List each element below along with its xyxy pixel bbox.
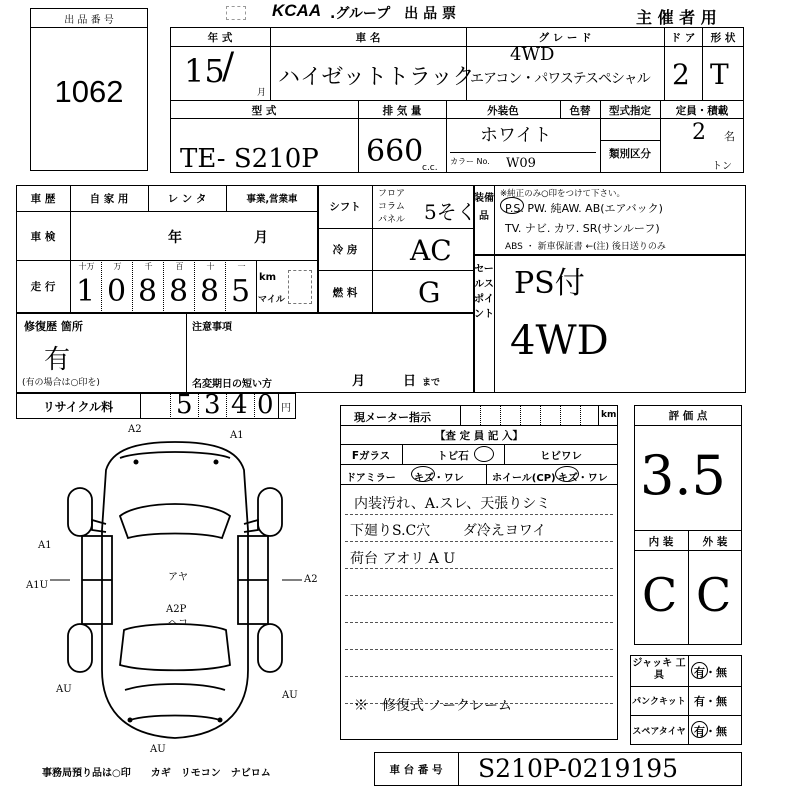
host-label: 主 催 者 用 [636,8,717,27]
jack-label: ジャッキ 工 具 [632,658,686,681]
damage-mark: AU [56,684,72,695]
mileage-digit: 0 [107,274,127,309]
mileage-digit: 8 [169,274,189,309]
capacity-unit: 名 [724,130,735,143]
inspector-header: 【査 定 員 記 入】 [434,430,524,442]
shift-column: コラム [378,202,405,212]
car-diagram [20,420,320,760]
spare-tire-label: スペアタイヤ [632,727,686,737]
model-label: 型 式 [251,105,277,117]
interior-score: C [642,568,678,622]
mileage-digit: 5 [231,274,251,309]
shift-value: 5そく [424,200,477,224]
wheel-rear-right [258,624,282,672]
meter-unit: km [601,410,617,420]
damage-mark: アヤ [168,572,188,583]
repair-value: 有 [44,345,71,375]
damage-mark: A1 [38,540,52,551]
private-use-label: 自 家 用 [89,193,129,205]
exterior-color-label: 外装色 [487,105,519,117]
exterior-score: C [696,568,732,622]
year-label: 年 式 [207,32,233,44]
shape-value: T [710,58,729,91]
displacement-unit: c.c. [422,163,438,173]
mileage-digit: 8 [138,274,158,309]
shift-panel: パネル [378,215,406,225]
expiry-month: 月 [352,374,366,389]
displacement-label: 排 気 量 [382,105,422,117]
fuel-value: G [418,276,441,309]
windshield [120,504,230,538]
puncture-kit-value: 有・無 [694,695,727,708]
exterior-color-value: ホワイト [480,125,552,146]
chassis-label: 車 台 番 号 [389,764,443,776]
expiry-label: 名変期日の短い方 [192,379,272,390]
wheel-front-right [258,488,282,536]
equipment-line-2: TV. ナビ. カワ. SR(サンルーフ) [505,222,660,235]
category-label: 類別区分 [609,148,651,160]
inspector-comment: 内装汚れ、A.スレ、天張りシミ [354,496,551,512]
chip-circle [474,446,494,462]
spare-tire-value: 有・無 [694,725,727,738]
exterior-label: 外 装 [702,536,728,548]
inspector-comment: 荷台 アオリ A U [350,551,456,567]
grade-value-top: 4WD [510,44,555,65]
recycle-unit: 円 [281,403,291,414]
digit-label: 千 [144,262,153,271]
year-month-unit: 月 [257,88,267,98]
equipment-line-1: P.S. PW. 純AW. AB(エアバック) [505,202,663,215]
mirror-label: ドアミラー [346,473,396,484]
equipment-line-3: ABS ・ 新車保証書 ←(注) 後日送りのみ [505,242,666,252]
puncture-kit-label: パンクキット [632,697,686,707]
digit-label: 一 [237,262,246,271]
displacement-value: 660 [366,134,424,169]
grade-value: エアコン・パワステスペシャル [470,71,650,87]
inspection-year: 年 [168,230,182,246]
damage-mark: AU [282,690,298,701]
mileage-digit: 1 [76,274,96,309]
selling-point-1: PS付 [514,266,585,301]
inspector-comment: 下廻りS.C穴 ダ冷えヨワイ [350,523,547,539]
digit-label: 十万 [78,262,95,271]
recycle-digit: 0 [257,390,274,420]
car-body-outline [102,442,248,738]
ps-circle [500,197,524,214]
expiry-day: 日 [403,374,417,389]
damage-mark: ヘコ [168,618,188,629]
damage-mark: A2P [166,604,187,615]
rental-label: レ ン タ [167,193,207,205]
selling-point-2: 4WD [510,318,609,364]
wheel-options: キズ・ワレ [558,473,608,484]
interior-label: 内 装 [648,536,674,548]
car-name-value: ハイゼットトラック [278,65,475,90]
capacity-label: 定員・積載 [675,105,729,117]
color-no-value: W09 [506,156,536,171]
shift-label: シフト [329,201,361,213]
score-value: 3.5 [640,444,726,507]
history-label: 車 歴 [30,193,56,205]
wheel-front-left [68,488,92,536]
inspection-label: 車 検 [30,231,56,243]
ac-label: 冷 房 [332,244,358,256]
grade-label: グ レ ー ド [538,32,592,44]
repair-note: (有の場合は○印を) [22,378,100,388]
wheel-label: ホイール(CP) [492,473,556,484]
digit-label: 万 [113,262,122,271]
meter-label: 現メーター指示 [354,411,431,424]
jack-value: 有・無 [694,666,727,679]
mileage-label: 走 行 [30,281,56,293]
mileage-digit: 8 [200,274,220,309]
recycle-digit: 3 [204,390,221,420]
color-no-label: カラー No. [450,157,490,166]
wheel-rear-left [68,624,92,672]
form-title: .グループ 出 品 票 [330,6,456,22]
brand-logo: KCAA [272,1,322,20]
recycle-digit: 5 [176,390,193,420]
damage-mark: A1 [230,430,244,441]
lot-number-value: 1062 [54,74,124,109]
inspection-month: 月 [254,230,268,246]
digit-label: 百 [175,262,184,271]
doors-label: ド ア [670,32,696,44]
mirror-options: キズ・ワレ [414,473,464,484]
equipment-note: ※純正のみ○印をつけて下さい。 [500,189,626,199]
glass-label: Fガラス [351,450,391,462]
wheel-scratch-circle [555,466,579,482]
expiry-until: まで [422,378,441,388]
lot-number-label: 出 品 番 号 [64,15,114,26]
shift-floor: フロア [378,189,406,199]
score-label: 評 価 点 [668,410,708,422]
recycle-label: リサイクル料 [42,400,114,414]
selling-points-side-label: セールスポイント [474,264,494,320]
notes-label: 注意事項 [192,322,232,333]
mileage-digits [70,260,256,313]
ac-value: AC [410,234,452,267]
year-slash: / [222,46,235,87]
glass-crack-label: ヒビワレ [540,450,582,462]
damage-mark: A1U [26,580,49,591]
doors-value: 2 [672,58,690,91]
recycle-digit: 4 [231,390,248,420]
equipment-side-label: 装備品 [474,193,494,222]
inspector-comment: ※ 修復式 ノークレーム [354,698,513,714]
digit-label: 十 [206,262,215,271]
damage-mark: A2 [304,574,318,585]
glass-chip-label: トビ石 [437,450,469,462]
model-designation-label: 型式指定 [609,105,651,117]
business-label: 事業,営業車 [246,194,298,205]
km-unit: km [259,272,277,283]
mirror-scratch-circle [411,466,435,482]
repair-label: 修復歴 箇所 [24,320,83,333]
mile-unit: マイル [258,295,285,305]
fuel-label: 燃 料 [332,287,358,299]
office-items-note: 事務局預り品は○印 カギ リモコン ナビロム [42,768,271,779]
shape-label: 形 状 [710,32,736,44]
damage-mark: A2 [128,424,142,435]
model-value: TE- S210P [180,144,319,174]
year-value: 15 [184,52,225,90]
mile-checkbox [288,270,312,304]
spare-yes-circle [691,721,708,738]
damage-mark: AU [150,744,166,755]
color-change-label: 色替 [569,105,591,117]
load-unit: トン [712,161,732,172]
meter-digit-cells [460,405,598,425]
car-name-label: 車 名 [355,32,381,44]
chassis-value: S210P-0219195 [478,754,679,783]
capacity-value: 2 [692,120,706,145]
jack-yes-circle [691,662,708,679]
